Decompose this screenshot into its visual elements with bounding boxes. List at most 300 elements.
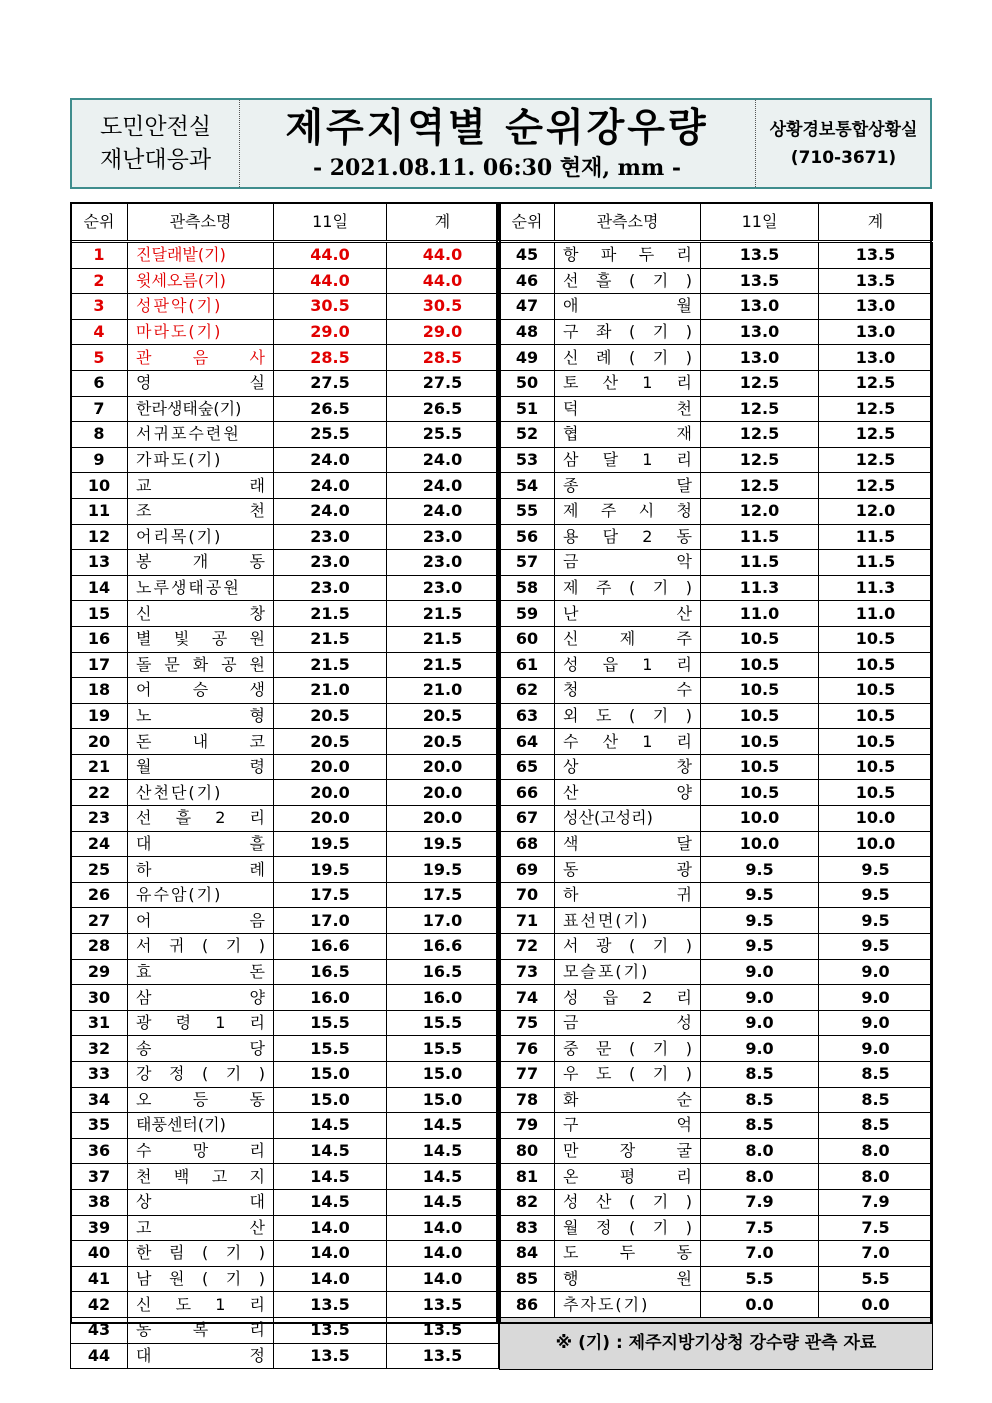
rank-cell: 38	[71, 1189, 128, 1215]
station-name: 모 슬 포 ( 기 )	[563, 961, 650, 981]
total-rainfall-cell: 11.5	[819, 524, 933, 550]
total-rainfall-cell: 10.0	[819, 831, 933, 857]
table-row	[71, 934, 499, 960]
day-rainfall-cell: 8.5	[701, 1087, 819, 1113]
total-rainfall-cell: 19.5	[387, 831, 499, 857]
station-name-cell	[555, 626, 701, 652]
rank-cell: 37	[71, 1164, 128, 1190]
rank-cell: 7	[71, 396, 128, 422]
table-row	[500, 959, 933, 985]
total-rainfall-cell: 12.5	[819, 370, 933, 396]
rank-cell: 34	[71, 1087, 128, 1113]
total-rainfall-cell: 15.5	[387, 1010, 499, 1036]
station-name: 색 달	[563, 833, 692, 853]
station-name: 제 주 시 청	[563, 501, 692, 521]
day-rainfall-cell: 23.0	[274, 575, 387, 601]
station-name-cell	[128, 1138, 274, 1164]
station-name: 한 라 생 태 숲 ( 기 )	[136, 398, 242, 418]
rank-cell: 44	[71, 1343, 128, 1369]
rank-cell: 63	[500, 703, 555, 729]
station-name-cell	[555, 652, 701, 678]
station-name: 산 양	[563, 782, 692, 802]
station-name-cell	[555, 678, 701, 704]
station-name: 덕 천	[563, 398, 692, 418]
total-rainfall-cell: 14.5	[387, 1113, 499, 1139]
day-rainfall-cell: 27.5	[274, 370, 387, 396]
station-name-cell	[128, 959, 274, 985]
table-row	[71, 780, 499, 806]
rainfall-rows-left	[71, 242, 499, 1369]
table-row	[71, 908, 499, 934]
station-name: 제 주 ( 기 )	[563, 578, 692, 598]
table-row	[71, 806, 499, 832]
day-rainfall-cell: 10.5	[701, 780, 819, 806]
station-name-cell	[555, 1266, 701, 1292]
table-row	[500, 678, 933, 704]
station-name-cell	[555, 1164, 701, 1190]
table-row	[500, 934, 933, 960]
total-rainfall-cell: 12.5	[819, 422, 933, 448]
day-rainfall-cell: 16.6	[274, 934, 387, 960]
table-row	[500, 498, 933, 524]
table-row	[71, 524, 499, 550]
day-rainfall-cell: 10.5	[701, 754, 819, 780]
station-name: 조 천	[136, 501, 265, 521]
rank-cell: 31	[71, 1010, 128, 1036]
table-row	[71, 1343, 499, 1369]
station-name: 노 형	[136, 705, 265, 725]
table-row	[71, 1164, 499, 1190]
header-total: 계	[387, 203, 499, 242]
rank-cell: 84	[500, 1241, 555, 1267]
day-rainfall-cell: 14.5	[274, 1164, 387, 1190]
total-rainfall-cell: 14.0	[387, 1241, 499, 1267]
total-rainfall-cell: 8.5	[819, 1062, 933, 1088]
day-rainfall-cell: 7.5	[701, 1215, 819, 1241]
station-name-cell	[128, 294, 274, 320]
station-name: 온 평 리	[563, 1166, 692, 1186]
total-rainfall-cell: 20.0	[387, 806, 499, 832]
rank-cell: 67	[500, 806, 555, 832]
rank-cell: 22	[71, 780, 128, 806]
table-row	[71, 1241, 499, 1267]
day-rainfall-cell: 21.0	[274, 678, 387, 704]
rank-cell: 47	[500, 294, 555, 320]
day-rainfall-cell: 21.5	[274, 626, 387, 652]
station-name-cell	[128, 626, 274, 652]
total-rainfall-cell: 7.5	[819, 1215, 933, 1241]
station-name: 어 음	[136, 910, 265, 930]
station-name-cell	[555, 1241, 701, 1267]
station-name: 교 래	[136, 475, 265, 495]
day-rainfall-cell: 19.5	[274, 857, 387, 883]
station-name: 별 빛 공 원	[136, 629, 265, 649]
station-name-cell	[128, 1087, 274, 1113]
rank-cell: 49	[500, 345, 555, 371]
total-rainfall-cell: 11.5	[819, 550, 933, 576]
day-rainfall-cell: 13.0	[701, 319, 819, 345]
total-rainfall-cell: 11.3	[819, 575, 933, 601]
station-name-cell	[128, 1113, 274, 1139]
day-rainfall-cell: 9.5	[701, 934, 819, 960]
total-rainfall-cell: 10.5	[819, 729, 933, 755]
total-rainfall-cell: 16.0	[387, 985, 499, 1011]
day-rainfall-cell: 9.5	[701, 857, 819, 883]
rank-cell: 33	[71, 1062, 128, 1088]
station-name-cell	[128, 396, 274, 422]
station-name-cell	[128, 524, 274, 550]
table-row	[500, 831, 933, 857]
day-rainfall-cell: 12.5	[701, 473, 819, 499]
table-row	[71, 831, 499, 857]
station-name-cell	[555, 422, 701, 448]
total-rainfall-cell: 9.5	[819, 934, 933, 960]
day-rainfall-cell: 15.5	[274, 1036, 387, 1062]
day-rainfall-cell: 10.5	[701, 703, 819, 729]
day-rainfall-cell: 23.0	[274, 524, 387, 550]
day-rainfall-cell: 14.5	[274, 1189, 387, 1215]
station-name: 영 실	[136, 373, 265, 393]
table-row	[500, 370, 933, 396]
station-name-cell	[128, 806, 274, 832]
station-name-cell	[555, 1215, 701, 1241]
station-name: 청 수	[563, 680, 692, 700]
total-rainfall-cell: 11.0	[819, 601, 933, 627]
office-block	[755, 100, 931, 187]
day-rainfall-cell: 9.0	[701, 1010, 819, 1036]
total-rainfall-cell: 0.0	[819, 1292, 933, 1318]
rainfall-table-right	[499, 202, 933, 1370]
table-row	[500, 780, 933, 806]
station-name: 협 재	[563, 424, 692, 444]
rank-cell: 78	[500, 1087, 555, 1113]
total-rainfall-cell: 21.5	[387, 626, 499, 652]
station-name: 강 정 ( 기 )	[136, 1064, 265, 1084]
day-rainfall-cell: 12.5	[701, 447, 819, 473]
table-row	[500, 882, 933, 908]
table-row	[500, 1113, 933, 1139]
station-name-cell	[128, 985, 274, 1011]
station-name-cell	[555, 550, 701, 576]
total-rainfall-cell: 14.0	[387, 1266, 499, 1292]
station-name-cell	[555, 754, 701, 780]
table-row	[71, 1266, 499, 1292]
station-name-cell	[128, 1036, 274, 1062]
table-row	[500, 908, 933, 934]
rank-cell: 83	[500, 1215, 555, 1241]
station-name: 효 돈	[136, 961, 265, 981]
rank-cell: 80	[500, 1138, 555, 1164]
title-block	[239, 100, 755, 187]
station-name-cell	[555, 1062, 701, 1088]
station-name-cell	[555, 524, 701, 550]
total-rainfall-cell: 14.5	[387, 1189, 499, 1215]
station-name: 유 수 암 ( 기 )	[136, 885, 223, 905]
station-name-cell	[128, 1241, 274, 1267]
day-rainfall-cell: 16.0	[274, 985, 387, 1011]
station-name: 추 자 도 ( 기 )	[563, 1294, 650, 1314]
total-rainfall-cell: 26.5	[387, 396, 499, 422]
station-name: 대 정	[136, 1345, 265, 1365]
table-row	[71, 729, 499, 755]
rank-cell: 58	[500, 575, 555, 601]
station-name: 광 령 1 리	[136, 1013, 265, 1033]
station-name-cell	[128, 908, 274, 934]
station-name-cell	[128, 678, 274, 704]
station-name: 진 달 래 밭 ( 기 )	[136, 245, 226, 265]
table-row	[500, 550, 933, 576]
station-name: 상 창	[563, 757, 692, 777]
station-name: 신 제 주	[563, 629, 692, 649]
total-rainfall-cell: 14.5	[387, 1138, 499, 1164]
department-block	[72, 100, 240, 187]
rank-cell: 85	[500, 1266, 555, 1292]
rank-cell: 24	[71, 831, 128, 857]
total-rainfall-cell: 9.0	[819, 1010, 933, 1036]
station-name-cell	[128, 319, 274, 345]
rank-cell: 32	[71, 1036, 128, 1062]
table-row	[71, 268, 499, 294]
table-row	[500, 1062, 933, 1088]
total-rainfall-cell: 12.0	[819, 498, 933, 524]
rank-cell: 50	[500, 370, 555, 396]
station-name-cell	[555, 1189, 701, 1215]
table-row	[71, 1215, 499, 1241]
station-name: 수 망 리	[136, 1141, 265, 1161]
rank-cell: 61	[500, 652, 555, 678]
station-name-cell	[555, 959, 701, 985]
table-row	[71, 985, 499, 1011]
day-rainfall-cell: 13.5	[274, 1317, 387, 1343]
table-row	[500, 319, 933, 345]
rank-cell: 66	[500, 780, 555, 806]
table-header-row	[500, 203, 933, 242]
station-name-cell	[128, 575, 274, 601]
station-name-cell	[128, 1164, 274, 1190]
day-rainfall-cell: 14.0	[274, 1241, 387, 1267]
table-row	[500, 1010, 933, 1036]
rank-cell: 3	[71, 294, 128, 320]
station-name-cell	[555, 1087, 701, 1113]
station-name: 외 도 ( 기 )	[563, 705, 692, 725]
header-station: 관측소명	[555, 203, 701, 242]
total-rainfall-cell: 21.0	[387, 678, 499, 704]
total-rainfall-cell: 17.5	[387, 882, 499, 908]
header-day: 11일	[701, 203, 819, 242]
station-name-cell	[128, 1317, 274, 1343]
rainfall-rows-right	[500, 242, 933, 1318]
total-rainfall-cell: 21.5	[387, 601, 499, 627]
table-row	[500, 524, 933, 550]
total-rainfall-cell: 15.0	[387, 1062, 499, 1088]
day-rainfall-cell: 13.0	[701, 345, 819, 371]
rank-cell: 13	[71, 550, 128, 576]
day-rainfall-cell: 25.5	[274, 422, 387, 448]
station-name-cell	[555, 703, 701, 729]
total-rainfall-cell: 24.0	[387, 498, 499, 524]
day-rainfall-cell: 44.0	[274, 268, 387, 294]
rank-cell: 53	[500, 447, 555, 473]
table-row	[500, 806, 933, 832]
day-rainfall-cell: 24.0	[274, 473, 387, 499]
station-name: 신 도 1 리	[136, 1294, 265, 1314]
rank-cell: 70	[500, 882, 555, 908]
rank-cell: 42	[71, 1292, 128, 1318]
station-name-cell	[555, 780, 701, 806]
rainfall-table-left	[70, 202, 499, 1369]
rank-cell: 14	[71, 575, 128, 601]
day-rainfall-cell: 14.5	[274, 1138, 387, 1164]
station-name-cell	[555, 575, 701, 601]
total-rainfall-cell: 13.5	[819, 268, 933, 294]
table-row	[500, 754, 933, 780]
station-name-cell	[555, 985, 701, 1011]
table-row	[500, 601, 933, 627]
total-rainfall-cell: 16.6	[387, 934, 499, 960]
station-name: 애 월	[563, 296, 692, 316]
day-rainfall-cell: 11.3	[701, 575, 819, 601]
day-rainfall-cell: 44.0	[274, 242, 387, 269]
table-row	[500, 1266, 933, 1292]
day-rainfall-cell: 12.5	[701, 422, 819, 448]
table-header-row	[71, 203, 499, 242]
total-rainfall-cell: 5.5	[819, 1266, 933, 1292]
station-name-cell	[555, 268, 701, 294]
total-rainfall-cell: 15.5	[387, 1036, 499, 1062]
station-name-cell	[128, 652, 274, 678]
station-name: 하 귀	[563, 885, 692, 905]
table-row	[500, 626, 933, 652]
table-row	[71, 1036, 499, 1062]
station-name: 윗 세 오 름 ( 기 )	[136, 270, 226, 290]
table-row	[500, 268, 933, 294]
day-rainfall-cell: 24.0	[274, 447, 387, 473]
header-rank: 순위	[500, 203, 555, 242]
station-name-cell	[128, 550, 274, 576]
day-rainfall-cell: 29.0	[274, 319, 387, 345]
day-rainfall-cell: 10.0	[701, 831, 819, 857]
rank-cell: 19	[71, 703, 128, 729]
total-rainfall-cell: 21.5	[387, 652, 499, 678]
station-name: 송 당	[136, 1038, 265, 1058]
day-rainfall-cell: 21.5	[274, 652, 387, 678]
station-name: 토 산 1 리	[563, 373, 692, 393]
table-row	[71, 575, 499, 601]
station-name-cell	[128, 703, 274, 729]
table-row	[71, 1087, 499, 1113]
total-rainfall-cell: 27.5	[387, 370, 499, 396]
table-row	[71, 242, 499, 269]
table-row	[71, 294, 499, 320]
table-row	[71, 396, 499, 422]
table-row	[71, 1010, 499, 1036]
station-name-cell	[555, 498, 701, 524]
day-rainfall-cell: 28.5	[274, 345, 387, 371]
rank-cell: 55	[500, 498, 555, 524]
rank-cell: 5	[71, 345, 128, 371]
station-name: 봉 개 동	[136, 552, 265, 572]
station-name-cell	[128, 345, 274, 371]
station-name-cell	[555, 396, 701, 422]
total-rainfall-cell: 10.5	[819, 652, 933, 678]
rank-cell: 75	[500, 1010, 555, 1036]
station-name-cell	[128, 1266, 274, 1292]
station-name: 난 산	[563, 603, 692, 623]
day-rainfall-cell: 21.5	[274, 601, 387, 627]
rank-cell: 11	[71, 498, 128, 524]
total-rainfall-cell: 12.5	[819, 447, 933, 473]
station-name-cell	[555, 447, 701, 473]
table-row	[500, 985, 933, 1011]
station-name: 수 산 1 리	[563, 731, 692, 751]
total-rainfall-cell: 20.0	[387, 754, 499, 780]
rank-cell: 57	[500, 550, 555, 576]
total-rainfall-cell: 20.5	[387, 729, 499, 755]
table-row	[71, 882, 499, 908]
day-rainfall-cell: 10.0	[701, 806, 819, 832]
total-rainfall-cell: 13.5	[819, 242, 933, 269]
day-rainfall-cell: 20.0	[274, 754, 387, 780]
day-rainfall-cell: 20.5	[274, 703, 387, 729]
table-row	[500, 447, 933, 473]
table-row	[71, 422, 499, 448]
day-rainfall-cell: 9.0	[701, 985, 819, 1011]
table-row	[71, 857, 499, 883]
day-rainfall-cell: 11.5	[701, 524, 819, 550]
station-name-cell	[555, 882, 701, 908]
day-rainfall-cell: 8.5	[701, 1113, 819, 1139]
table-row	[71, 1189, 499, 1215]
station-name: 성 판 악 ( 기 )	[136, 296, 223, 316]
table-row	[500, 1215, 933, 1241]
day-rainfall-cell: 12.0	[701, 498, 819, 524]
station-name: 중 문 ( 기 )	[563, 1038, 692, 1058]
total-rainfall-cell: 28.5	[387, 345, 499, 371]
station-name: 서 귀 ( 기 )	[136, 936, 265, 956]
table-row	[500, 1241, 933, 1267]
station-name-cell	[555, 1036, 701, 1062]
day-rainfall-cell: 19.5	[274, 831, 387, 857]
table-row	[71, 498, 499, 524]
table-row	[500, 345, 933, 371]
station-name-cell	[128, 831, 274, 857]
day-rainfall-cell: 26.5	[274, 396, 387, 422]
day-rainfall-cell: 13.5	[701, 268, 819, 294]
rank-cell: 77	[500, 1062, 555, 1088]
total-rainfall-cell: 24.0	[387, 447, 499, 473]
day-rainfall-cell: 10.5	[701, 652, 819, 678]
rank-cell: 28	[71, 934, 128, 960]
day-rainfall-cell: 8.5	[701, 1062, 819, 1088]
rank-cell: 27	[71, 908, 128, 934]
rank-cell: 25	[71, 857, 128, 883]
rank-cell: 76	[500, 1036, 555, 1062]
day-rainfall-cell: 13.5	[701, 242, 819, 269]
table-row	[71, 601, 499, 627]
rank-cell: 21	[71, 754, 128, 780]
station-name: 성 읍 2 리	[563, 987, 692, 1007]
station-name-cell	[128, 1062, 274, 1088]
header-day: 11일	[274, 203, 387, 242]
rank-cell: 4	[71, 319, 128, 345]
day-rainfall-cell: 11.0	[701, 601, 819, 627]
table-row	[71, 550, 499, 576]
table-row	[500, 575, 933, 601]
total-rainfall-cell: 13.0	[819, 345, 933, 371]
header-station: 관측소명	[128, 203, 274, 242]
rank-cell: 6	[71, 370, 128, 396]
rank-cell: 20	[71, 729, 128, 755]
